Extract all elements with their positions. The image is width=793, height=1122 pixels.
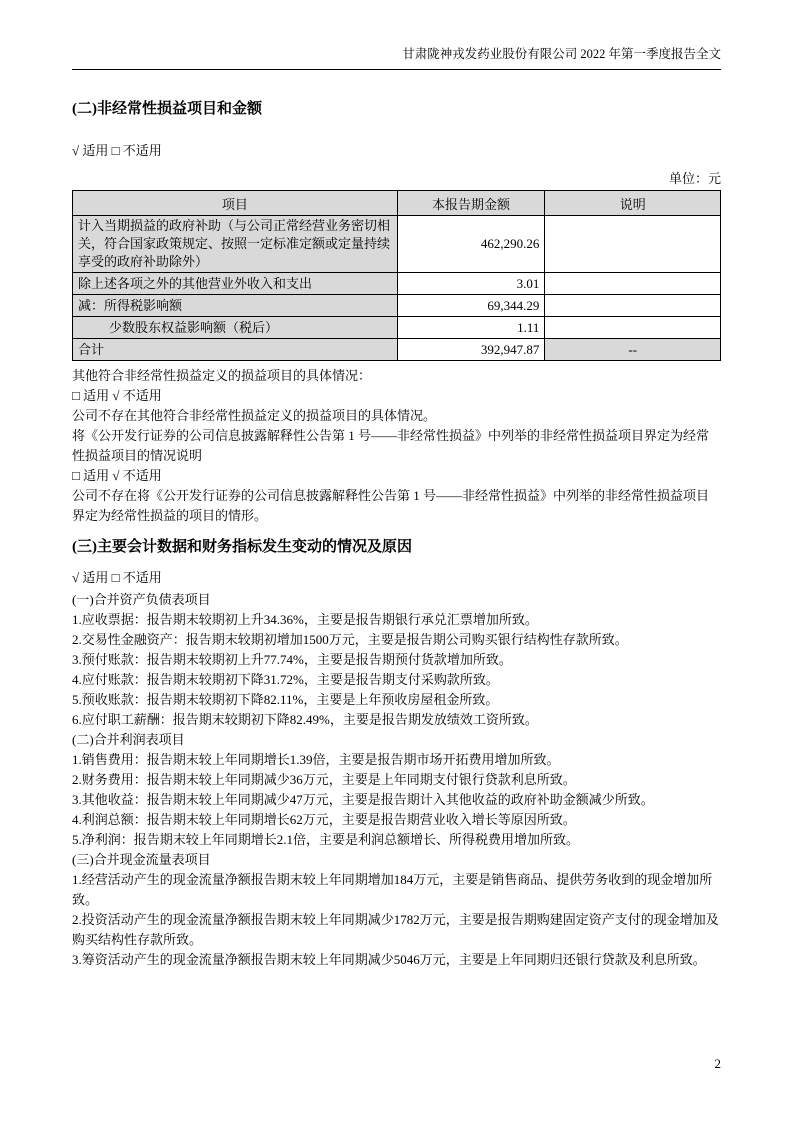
applicability-line-noncurrent: √ 适用 □ 不适用	[72, 143, 162, 158]
note-line: □ 适用 √ 不适用	[72, 388, 162, 403]
note-line: 公司不存在其他符合非经常性损益定义的损益项目的具体情况。	[72, 408, 437, 423]
analysis-line: 3.筹资活动产生的现金流量净额报告期末较上年同期减少5046万元，主要是上年同期归还银行贷款及利息所致。	[72, 952, 706, 967]
note-cell	[545, 216, 721, 273]
analysis-line: (一)合并资产负债表项目	[72, 592, 211, 607]
section-title-changes: (三)主要会计数据和财务指标发生变动的情况及原因	[72, 539, 412, 555]
analysis-line: 5.预收账款：报告期末较期初下降82.11%，主要是上年预收房屋租金所致。	[72, 692, 499, 707]
item-cell: 少数股东权益影响额（税后）	[73, 317, 398, 339]
item-cell: 减：所得税影响额	[73, 295, 398, 317]
report-title: 甘肃陇神戎发药业股份有限公司 2022 年第一季度报告全文	[402, 47, 721, 61]
page-content	[72, 0, 721, 970]
page-number: 2	[714, 1056, 721, 1071]
analysis-line: 6.应付职工薪酬：报告期末较期初下降82.49%，主要是报告期发放绩效工资所致。	[72, 712, 538, 727]
note-cell: --	[545, 339, 721, 361]
analysis-line: (三)合并现金流量表项目	[72, 852, 211, 867]
note-cell	[545, 295, 721, 317]
noncurrent-gains-table	[72, 190, 721, 361]
table-row	[73, 295, 721, 317]
column-header-note: 说明	[545, 191, 721, 216]
analysis-line: 5.净利润：报告期末较上年同期增长2.1倍，主要是利润总额增长、所得税费用增加所致。	[72, 832, 580, 847]
table-row	[73, 317, 721, 339]
amount-cell: 392,947.87	[397, 339, 545, 361]
note-cell	[545, 317, 721, 339]
section-title-noncurrent-items: (二)非经常性损益项目和金额	[72, 101, 262, 117]
noncurrent-notes	[72, 366, 721, 526]
item-cell: 除上述各项之外的其他营业外收入和支出	[73, 273, 398, 295]
applicability-line-changes: √ 适用 □ 不适用	[72, 570, 162, 585]
table-header-row	[73, 191, 721, 216]
analysis-line: 2.财务费用：报告期末较上年同期减少36万元，主要是上年同期支付银行贷款利息所致。	[72, 772, 576, 787]
analysis-line: 4.应付账款：报告期末较期初下降31.72%，主要是报告期支付采购款所致。	[72, 672, 499, 687]
amount-cell: 3.01	[397, 273, 545, 295]
analysis-line: 4.利润总额：报告期末较上年同期增长62万元，主要是报告期营业收入增长等原因所致。	[72, 812, 576, 827]
item-cell: 合计	[73, 339, 398, 361]
note-line: □ 适用 √ 不适用	[72, 468, 162, 483]
noncurrent-table-body	[73, 216, 721, 361]
amount-cell: 462,290.26	[397, 216, 545, 273]
table-row	[73, 216, 721, 273]
running-header	[72, 0, 721, 70]
unit-label: 单位：元	[668, 171, 721, 186]
note-line: 公司不存在将《公开发行证券的公司信息披露解释性公告第 1 号——非经常性损益》中列举的非经常性损益项目界定为经常性损益的项目的情形。	[72, 488, 710, 523]
column-header-item: 项目	[73, 191, 398, 216]
amount-cell: 1.11	[397, 317, 545, 339]
analysis-line: (二)合并利润表项目	[72, 732, 185, 747]
analysis-line: 3.其他收益：报告期末较上年同期减少47万元，主要是报告期计入其他收益的政府补助金额减少所致。	[72, 792, 654, 807]
note-line: 将《公开发行证券的公司信息披露解释性公告第 1 号——非经常性损益》中列举的非经常性损益项目界定为经常性损益项目的情况说明	[72, 428, 710, 463]
analysis-line: 2.投资活动产生的现金流量净额报告期末较上年同期减少1782万元，主要是报告期购建固定资产支付的现金增加及购买结构性存款所致。	[72, 912, 719, 947]
amount-cell: 69,344.29	[397, 295, 545, 317]
note-line: 其他符合非经常性损益定义的损益项目的具体情况：	[72, 368, 372, 383]
analysis-line: 1.经营活动产生的现金流量净额报告期末较上年同期增加184万元，主要是销售商品、提供劳务收到的现金增加所致。	[72, 872, 713, 907]
analysis-line: 3.预付账款：报告期末较期初上升77.74%，主要是报告期预付货款增加所致。	[72, 652, 512, 667]
item-cell: 计入当期损益的政府补助（与公司正常经营业务密切相关，符合国家政策规定、按照一定标准定额或定量持续享受的政府补助除外）	[73, 216, 398, 273]
analysis-line: 2.交易性金融资产：报告期末较期初增加1500万元，主要是报告期公司购买银行结构性存款所致。	[72, 632, 628, 647]
analysis-line: 1.销售费用：报告期末较上年同期增长1.39倍，主要是报告期市场开拓费用增加所致。	[72, 752, 560, 767]
analysis-line: 1.应收票据：报告期末较期初上升34.36%，主要是报告期银行承兑汇票增加所致。	[72, 612, 538, 627]
column-header-amount: 本报告期金额	[397, 191, 545, 216]
changes-analysis	[72, 590, 721, 970]
table-row	[73, 273, 721, 295]
table-row	[73, 339, 721, 361]
note-cell	[545, 273, 721, 295]
